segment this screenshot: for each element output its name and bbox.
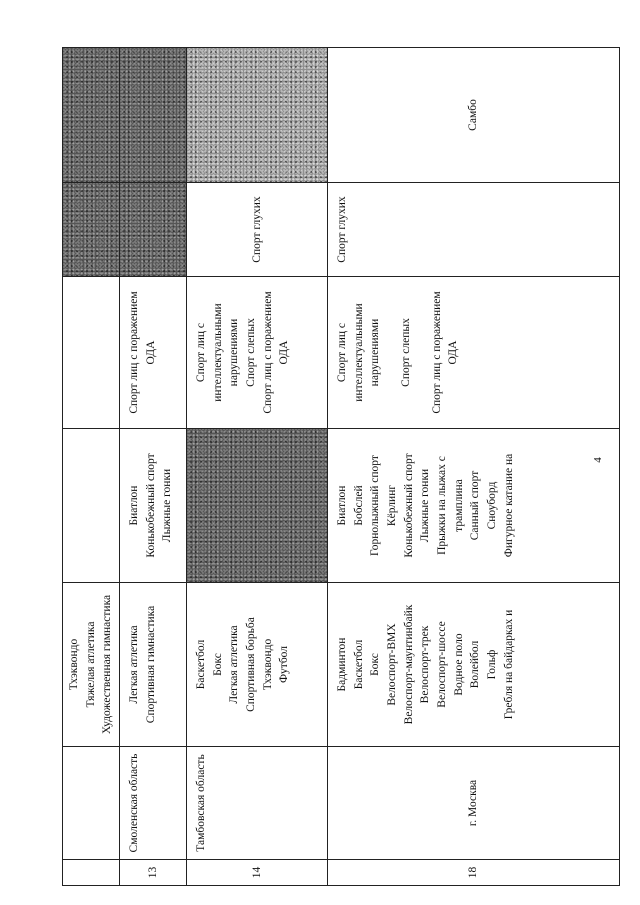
sport-item: Велоспорт-шоссе (436, 621, 449, 708)
sport-item: Прыжки на лыжах с трамплина (436, 456, 465, 555)
sports-table (62, 48, 617, 886)
summer-sports-cell (63, 583, 120, 747)
summer-sports-cell (120, 583, 187, 747)
sport-item: Спорт слепых (400, 318, 413, 387)
disabled-sports-cell (328, 277, 620, 429)
row-number-cell (63, 860, 120, 886)
sport-item: Легкая атлетика (128, 625, 141, 704)
sport-item: Гребля на байдарках и (502, 609, 515, 720)
deaf-sports-cell: Спорт глухих (187, 183, 328, 277)
sport-item: Гольф (486, 649, 499, 680)
sport-item: Велоспорт-трек (419, 625, 432, 704)
disabled-sports-cell (120, 277, 187, 429)
sport-item: Бобслей (352, 485, 365, 526)
sport-item: Биатлон (128, 485, 141, 526)
winter-sports-cell (63, 429, 120, 583)
sport-item: Спорт лиц с поражением ОДА (430, 291, 460, 414)
sport-item: Тхэквондо (261, 638, 274, 691)
sports-table-grid (62, 47, 620, 886)
sport-item: Баскетбол (195, 639, 208, 690)
sport-item: Водное поло (452, 633, 465, 696)
shaded-cell (187, 48, 328, 183)
shaded-cell (120, 183, 187, 277)
disabled-sports-cell (63, 277, 120, 429)
sport-item: Бадминтон (336, 637, 349, 692)
sport-item: Сноуборд (486, 481, 499, 530)
summer-sports-cell (328, 583, 620, 747)
shaded-cell (120, 48, 187, 183)
sport-item: Конькобежный спорт (144, 453, 157, 558)
sport-item: Лыжные гонки (161, 468, 174, 543)
region-cell: г. Москва (328, 747, 620, 860)
shaded-cell (63, 48, 120, 183)
table-row-continuation (63, 48, 120, 886)
table-row (187, 48, 328, 886)
sport-item: Бокс (211, 653, 224, 676)
sport-item: Санный спорт (469, 470, 482, 541)
sport-item: Фигурное катание на (502, 453, 515, 558)
sport-item: Бокс (369, 653, 382, 676)
sport-item: Спорт лиц с интеллектуальными нарушениями (336, 303, 382, 402)
page-number: 4 (592, 457, 604, 463)
sport-item: Спорт лиц с поражением ОДА (261, 291, 291, 414)
sport-item: Конькобежный спорт (402, 453, 415, 558)
sport-item: Футбол (278, 645, 291, 684)
sport-item: Спортивная гимнастика (144, 605, 157, 724)
region-cell: Смоленская область (120, 747, 187, 860)
sport-item: Художественная гимнастика (101, 594, 114, 735)
sport-item: Лыжные гонки (419, 468, 432, 543)
shaded-cell (187, 429, 328, 583)
table-row (120, 48, 187, 886)
deaf-sports-cell: Спорт глухих (328, 183, 620, 277)
summer-sports-cell (187, 583, 328, 747)
row-number-cell: 14 (187, 860, 328, 886)
sport-item: Кёрлинг (386, 484, 399, 527)
sport-item: Биатлон (336, 485, 349, 526)
sport-item: Спортивная борьба (245, 617, 258, 712)
sport-item: Спорт слепых (245, 318, 258, 387)
sport-item: Горнолыжный спорт (369, 455, 382, 556)
sport-item: Спорт лиц с поражением ОДА (128, 291, 157, 414)
region-cell (63, 747, 120, 860)
winter-sports-cell (328, 429, 620, 583)
sport-item: Спорт лиц с интеллектуальными нарушениями (195, 303, 241, 402)
shaded-cell (63, 183, 120, 277)
table-row (328, 48, 620, 886)
sport-item: Тхэквондо (68, 638, 80, 691)
sport-item: Легкая атлетика (228, 625, 241, 704)
row-number-cell: 13 (120, 860, 187, 886)
row-number-cell: 18 (328, 860, 620, 886)
sport-item: Волейбол (469, 640, 482, 689)
sport-item: Тяжелая атлетика (84, 621, 97, 708)
sport-item: Велоспорт-маунтинбайк (402, 604, 415, 725)
winter-sports-cell (120, 429, 187, 583)
sport-item: Баскетбол (352, 639, 365, 690)
sport-item: Велоспорт-ВМХ (386, 623, 399, 706)
disabled-sports-cell (187, 277, 328, 429)
national-sports-cell: Самбо (328, 48, 620, 183)
region-cell: Тамбовская область (187, 747, 328, 860)
